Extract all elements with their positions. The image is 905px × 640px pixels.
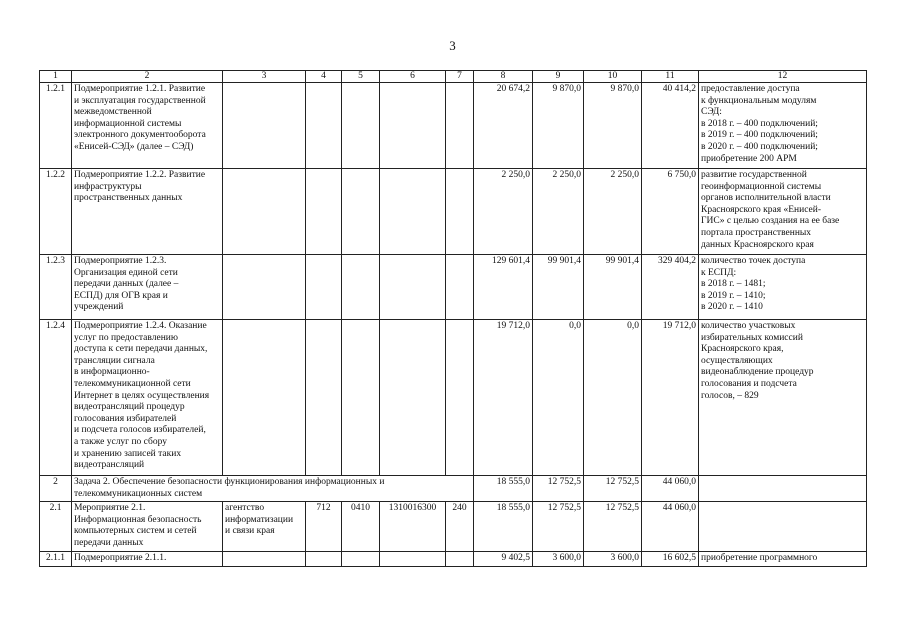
- column-header: 8: [474, 71, 533, 83]
- table-row: [40, 169, 867, 255]
- empty-cell: [306, 551, 342, 566]
- empty-cell: [380, 551, 446, 566]
- column-header: 4: [306, 71, 342, 83]
- row-number: 1.2.3: [40, 255, 72, 320]
- task-title: Задача 2. Обеспечение безопасности функционирования информационных и телекоммуникационных систем: [72, 476, 474, 502]
- value-2020: 12 752,5: [584, 502, 642, 551]
- table-row: [40, 255, 867, 320]
- value-2019: 3 600,0: [533, 551, 584, 566]
- empty-cell: [223, 551, 306, 566]
- admin-code: 712: [306, 502, 342, 551]
- value-total: 329 404,2: [642, 255, 699, 320]
- empty-cell: [699, 476, 867, 502]
- value-2020: 3 600,0: [584, 551, 642, 566]
- value-total: 40 414,2: [642, 83, 699, 169]
- empty-cell: [446, 169, 474, 255]
- table-row: [40, 83, 867, 169]
- value-2018: 20 674,2: [474, 83, 533, 169]
- empty-cell: [342, 551, 380, 566]
- empty-cell: [699, 502, 867, 551]
- value-2018: 18 555,0: [474, 502, 533, 551]
- row-number: 2: [40, 476, 72, 502]
- value-2020: 12 752,5: [584, 476, 642, 502]
- value-2018: 19 712,0: [474, 320, 533, 476]
- table-row: [40, 502, 867, 551]
- value-2018: 9 402,5: [474, 551, 533, 566]
- value-2019: 2 250,0: [533, 169, 584, 255]
- empty-cell: [446, 255, 474, 320]
- value-2020: 2 250,0: [584, 169, 642, 255]
- empty-cell: [342, 320, 380, 476]
- task-row: [40, 476, 867, 502]
- value-total: 19 712,0: [642, 320, 699, 476]
- row-number: 2.1.1: [40, 551, 72, 566]
- table-row: [40, 320, 867, 476]
- row-number: 1.2.2: [40, 169, 72, 255]
- column-header: 12: [699, 71, 867, 83]
- program-table: [39, 70, 867, 567]
- responsible-agency: агентство информатизации и связи края: [223, 502, 306, 551]
- row-title: Подмероприятие 1.2.4. Оказание услуг по предоставлению доступа к сети передачи данных, трансляции сигнала в информационно- телекоммуникационной сети Интернет в целях осуществления видеотрансляций процедур голосования избирателей и подсчета голосов избирателей, а также услуг по сбору и хранению записей таких видеотрансляций: [72, 320, 223, 476]
- row-number: 1.2.1: [40, 83, 72, 169]
- value-2019: 99 901,4: [533, 255, 584, 320]
- value-total: 16 602,5: [642, 551, 699, 566]
- empty-cell: [446, 83, 474, 169]
- expected-result: приобретение программного: [699, 551, 867, 566]
- empty-cell: [306, 320, 342, 476]
- expense-type-code: 240: [446, 502, 474, 551]
- row-title: Подмероприятие 2.1.1.: [72, 551, 223, 566]
- empty-cell: [306, 169, 342, 255]
- value-2019: 12 752,5: [533, 502, 584, 551]
- column-header: 5: [342, 71, 380, 83]
- value-total: 44 060,0: [642, 476, 699, 502]
- empty-cell: [223, 255, 306, 320]
- value-2018: 18 555,0: [474, 476, 533, 502]
- value-2020: 9 870,0: [584, 83, 642, 169]
- column-header: 9: [533, 71, 584, 83]
- expected-result: количество участковых избирательных комиссий Красноярского края, осуществляющих видеонаблюдение процедур голосования и подсчета голосов, – 829: [699, 320, 867, 476]
- page-number: 3: [449, 38, 456, 53]
- row-title: Подмероприятие 1.2.1. Развитие и эксплуатация государственной межведомственной информационной системы электронного документооборота «Енисей-СЭД» (далее – СЭД): [72, 83, 223, 169]
- row-number: 1.2.4: [40, 320, 72, 476]
- expected-result: предоставление доступа к функциональным модулям СЭД: в 2018 г. – 400 подключений; в 2019 г. – 400 подключений; в 2020 г. – 400 подключений; приобретение 200 АРМ: [699, 83, 867, 169]
- column-header: 3: [223, 71, 306, 83]
- empty-cell: [380, 255, 446, 320]
- column-header: 1: [40, 71, 72, 83]
- value-2019: 0,0: [533, 320, 584, 476]
- row-title: Подмероприятие 1.2.3. Организация единой сети передачи данных (далее – ЕСПД) для ОГВ края и учреждений: [72, 255, 223, 320]
- empty-cell: [306, 255, 342, 320]
- value-2018: 129 601,4: [474, 255, 533, 320]
- empty-cell: [223, 169, 306, 255]
- value-2020: 0,0: [584, 320, 642, 476]
- column-header: 6: [380, 71, 446, 83]
- expected-result: количество точек доступа к ЕСПД: в 2018 г. – 1481; в 2019 г. – 1410; в 2020 г. – 1410: [699, 255, 867, 320]
- table-row: [40, 551, 867, 566]
- empty-cell: [380, 169, 446, 255]
- column-header: 11: [642, 71, 699, 83]
- empty-cell: [342, 169, 380, 255]
- empty-cell: [306, 83, 342, 169]
- value-total: 6 750,0: [642, 169, 699, 255]
- column-header-row: [40, 71, 867, 83]
- section-code: 0410: [342, 502, 380, 551]
- column-header: 7: [446, 71, 474, 83]
- column-header: 2: [72, 71, 223, 83]
- empty-cell: [380, 83, 446, 169]
- empty-cell: [223, 83, 306, 169]
- empty-cell: [342, 255, 380, 320]
- value-2019: 9 870,0: [533, 83, 584, 169]
- value-2020: 99 901,4: [584, 255, 642, 320]
- value-2018: 2 250,0: [474, 169, 533, 255]
- empty-cell: [223, 320, 306, 476]
- value-total: 44 060,0: [642, 502, 699, 551]
- empty-cell: [446, 320, 474, 476]
- row-title: Мероприятие 2.1. Информационная безопасность компьютерных систем и сетей передачи данных: [72, 502, 223, 551]
- empty-cell: [342, 83, 380, 169]
- expected-result: развитие государственной геоинформационной системы органов исполнительной власти Красноярского края «Енисей- ГИС» с целью создания на ее базе портала пространственных данных Красноярского края: [699, 169, 867, 255]
- column-header: 10: [584, 71, 642, 83]
- row-title: Подмероприятие 1.2.2. Развитие инфраструктуры пространственных данных: [72, 169, 223, 255]
- empty-cell: [446, 551, 474, 566]
- row-number: 2.1: [40, 502, 72, 551]
- empty-cell: [380, 320, 446, 476]
- value-2019: 12 752,5: [533, 476, 584, 502]
- target-article-code: 1310016300: [380, 502, 446, 551]
